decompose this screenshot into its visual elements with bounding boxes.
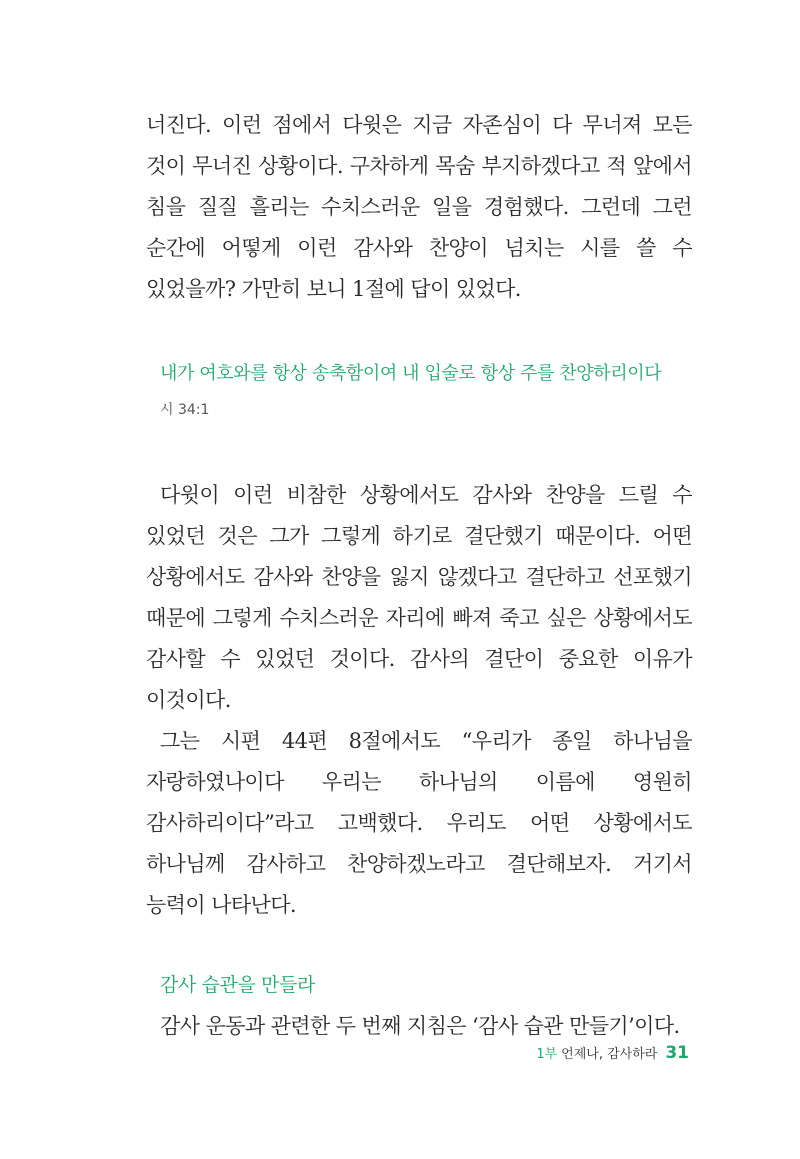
body-paragraph-1: 너진다. 이런 점에서 다윗은 지금 자존심이 다 무너져 모든 것이 무너진 상황이다. 구차하게 목숨 부지하겠다고 적 앞에서 침을 질질 흘리는 수치스러운 일을 경험했다. 그런데 그런 순간에 어떻게 이런 감사와 찬양이 넘치는 시를 쓸 수 있었을까? 가만히 보니 1절에 답이 있었다. bbox=[146, 113, 692, 301]
quote-reference: 시 34:1 bbox=[160, 402, 210, 418]
page-number: 31 bbox=[665, 1043, 689, 1063]
body-paragraph-4: 감사 운동과 관련한 두 번째 지침은 ‘감사 습관 만들기’이다. bbox=[160, 1014, 680, 1038]
scripture-quote bbox=[146, 360, 692, 420]
quote-text: 내가 여호와를 항상 송축함이여 내 입술로 항상 주를 찬양하리이다 bbox=[160, 363, 662, 384]
page-body bbox=[146, 105, 692, 1047]
section-heading: 감사 습관을 만들라 bbox=[160, 974, 315, 996]
footer-chapter-title: 언제나, 감사하라 bbox=[561, 1047, 658, 1062]
body-paragraph-3: 그는 시편 44편 8절에서도 “우리가 종일 하나님을 자랑하였나이다 우리는 하나님의 이름에 영원히 감사하리이다”라고 고백했다. 우리도 어떤 상황에서도 하나님께 감사하고 찬양하겠노라고 결단해보자. 거기서 능력이 나타난다. bbox=[146, 729, 692, 917]
body-paragraph-2: 다윗이 이런 비참한 상황에서도 감사와 찬양을 드릴 수 있었던 것은 그가 그렇게 하기로 결단했기 때문이다. 어떤 상황에서도 감사와 찬양을 잃지 않겠다고 결단하고 선포했기 때문에 그렇게 수치스러운 자리에 빠져 죽고 싶은 상황에서도 감사할 수 있었던 것이다. 감사의 결단이 중요한 이유가 이것이다. bbox=[146, 483, 692, 712]
footer-part-label: 1부 bbox=[536, 1047, 558, 1062]
page-footer bbox=[536, 1043, 689, 1063]
